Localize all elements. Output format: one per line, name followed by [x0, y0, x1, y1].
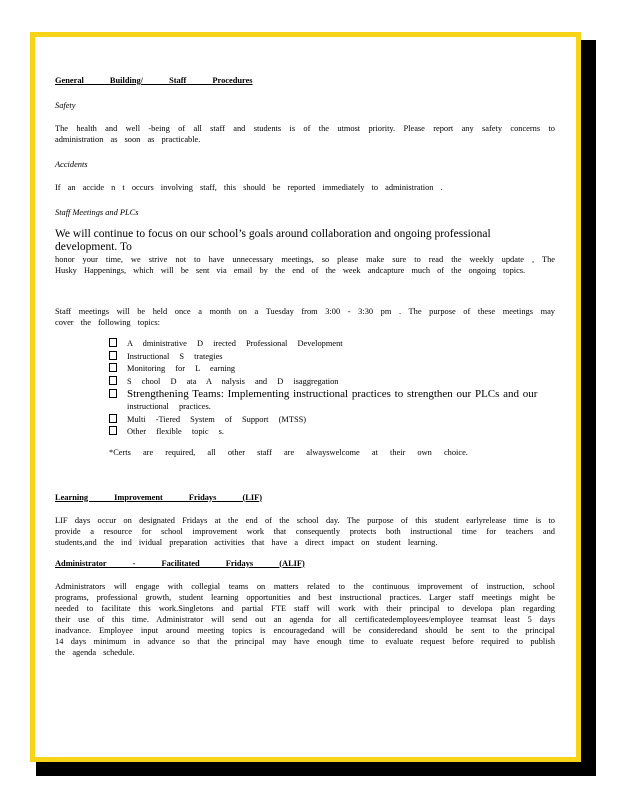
document-content: [55, 75, 555, 658]
bullet-box-icon: [109, 351, 117, 360]
list-item: S chool D ata A nalysis and D isaggregation: [109, 376, 555, 389]
list-item: Multi -Tiered System of Support (MTSS): [109, 414, 555, 427]
list-item-continuation: instructional practices.: [127, 402, 211, 411]
list-item: A dministrative D irected Professional Development: [109, 338, 555, 351]
paragraph-accidents: If an accide n t occurs involving staff, this should be reported immediately to administration .: [55, 183, 443, 192]
section-heading-alif: Administrator - Facilitated Fridays (ALIF): [55, 558, 305, 568]
bullet-box-icon: [109, 338, 117, 347]
paragraph-alif: Administrators will engage with collegial teams on matters related to the continuous improvement of instruction, school programs, professional growth, student learning opportunities and best instructional practices. Larger staff meetings might be needed to facilitate this work.Singletons and partial FTE staff will work with their principal to developa plan regarding their use of this time. Administrator will send out an agenda for all certificatedemployees/employee teamsat least 5 days inadvance. Employee input around meeting topics is encouragedand will be consideredand should be sent to the principal 14 days minimum in advance so that the principal may have enough time to evaluate request before required to publish the agenda schedule.: [55, 581, 555, 657]
list-item: Instructional S trategies: [109, 351, 555, 364]
subheading-accidents: Accidents: [55, 160, 88, 169]
section-heading-general: General Building/ Staff Procedures: [55, 76, 253, 85]
bullet-box-icon: [109, 389, 117, 398]
bullet-box-icon: [109, 426, 117, 435]
paragraph-lif: LIF days occur on designated Fridays at the end of the school day. The purpose of this student earlyrelease time is to provide a resource for school improvement work that consequently protects both instructional time for teachers and students,and the ind ividual preparation activities that have a direct impact on student learning.: [55, 515, 555, 547]
list-item: Other flexible topic s.: [109, 426, 555, 439]
topic-list: [109, 338, 555, 439]
paragraph-meetings: honor your time, we strive not to have unnecessary meetings, so please make sure to read the weekly update , The Husky Happenings, which will be sent via email by the end of the week andcapture much of the ongoing topics.: [55, 255, 555, 275]
bullet-box-icon: [109, 363, 117, 372]
list-item: Strengthening Teams: Implementing instructional practices to strengthen our PLCs and our: [109, 388, 555, 401]
paragraph-meetings-lead: We will continue to focus on our school’s goals around collaboration and ongoing professional development. To: [55, 228, 491, 253]
section-heading-lif: Learning Improvement Fridays (LIF): [55, 492, 263, 502]
list-item: Monitoring for L earning: [109, 363, 555, 376]
paragraph-safety: The health and well -being of all staff and students is of the utmost priority. Please report any safety concerns to administration as soon as practicable.: [55, 124, 555, 144]
subheading-meetings: Staff Meetings and PLCs: [55, 208, 139, 217]
bullet-box-icon: [109, 414, 117, 423]
subheading-safety: Safety: [55, 101, 76, 110]
certs-note: *Certs are required, all other staff are alwayswelcome at their own choice.: [109, 447, 468, 457]
bullet-box-icon: [109, 376, 117, 385]
document-page: [30, 32, 581, 762]
paragraph-schedule: Staff meetings will be held once a month on a Tuesday from 3:00 - 3:30 pm . The purpose of these meetings may cover the following topics:: [55, 307, 555, 327]
